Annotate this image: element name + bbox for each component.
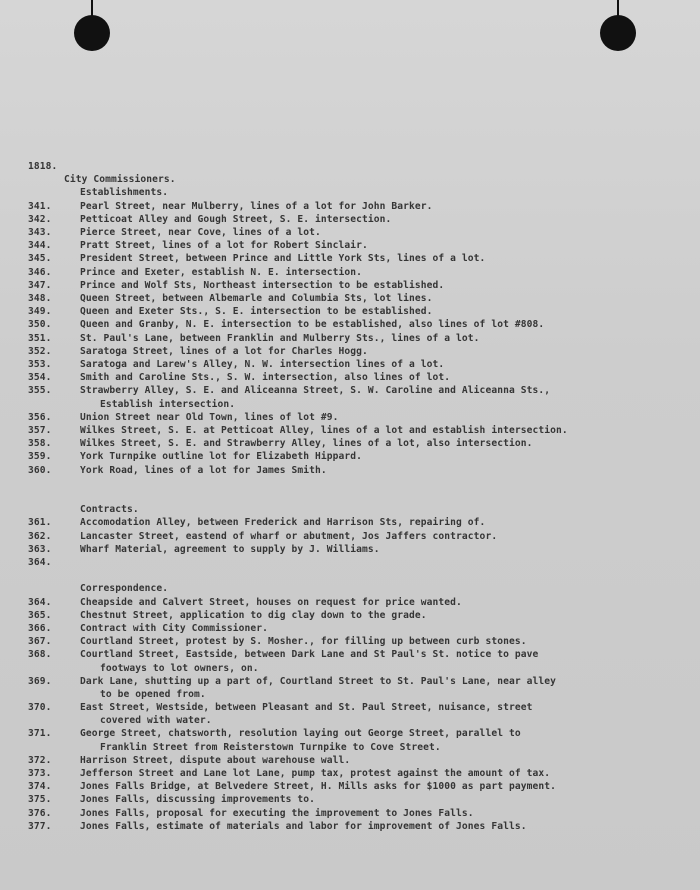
entry-number: 362.: [28, 530, 52, 542]
entry-text: [80, 318, 688, 331]
list-item: [28, 648, 688, 674]
entry-number: 364.: [28, 556, 52, 568]
entry-number: 375.: [28, 794, 52, 806]
entry-line: [80, 556, 688, 569]
entry-text: [80, 292, 688, 305]
entry-text: [80, 252, 688, 265]
entry-number: 352.: [28, 345, 52, 357]
entry-line: President Street, between Prince and Little York Sts, lines of a lot.: [80, 253, 486, 265]
list-item: [28, 807, 688, 820]
list-item: [28, 213, 688, 226]
entry-line: Strawberry Alley, S. E. and Aliceanna Street, S. W. Caroline and Aliceanna Sts.,: [80, 385, 551, 397]
entry-text: [80, 793, 688, 806]
list-item: [28, 543, 688, 556]
entry-text: [80, 609, 688, 622]
list-item: [28, 226, 688, 239]
entry-text: [80, 780, 688, 793]
entry-text: [80, 213, 688, 226]
blank-line: [28, 477, 688, 490]
list-item: [28, 767, 688, 780]
entry-line: York Road, lines of a lot for James Smith.: [80, 464, 327, 476]
entry-line: Smith and Caroline Sts., S. W. intersection, also lines of lot.: [80, 372, 451, 384]
entry-text: [80, 437, 688, 450]
entry-line: Cheapside and Calvert Street, houses on request for price wanted.: [80, 596, 462, 608]
entry-text: [80, 543, 688, 556]
entry-text: [80, 464, 688, 477]
entry-continuation-line: Franklin Street from Reisterstown Turnpike to Cove Street.: [100, 741, 441, 753]
entry-line: East Street, Westside, between Pleasant and St. Paul Street, nuisance, street: [80, 702, 533, 714]
list-item: [28, 596, 688, 609]
entry-number: 363.: [28, 543, 52, 555]
list-item: [28, 727, 688, 753]
list-item: [28, 305, 688, 318]
entry-line: Saratoga and Larew's Alley, N. W. intersection lines of a lot.: [80, 359, 445, 370]
entry-number: 343.: [28, 226, 52, 238]
entry-line: Harrison Street, dispute about warehouse wall.: [80, 754, 351, 766]
entry-number: 354.: [28, 372, 52, 384]
entry-line: Union Street near Old Town, lines of lot #9.: [80, 411, 339, 423]
entry-number: 345.: [28, 253, 52, 265]
entry-number: 361.: [28, 517, 52, 529]
list-item: [28, 411, 688, 424]
list-item: [28, 252, 688, 265]
entry-number: 374.: [28, 781, 52, 793]
entry-continuation-line: to be opened from.: [100, 688, 206, 700]
entry-line: Prince and Exeter, establish N. E. intersection.: [80, 266, 363, 278]
entry-number: 348.: [28, 292, 52, 304]
entry-number: 358.: [28, 438, 52, 450]
section-title: Correspondence.: [80, 583, 169, 595]
entry-text: [80, 450, 688, 463]
entry-number: 341.: [28, 200, 52, 212]
entry-text: [80, 767, 688, 780]
entry-line: Pearl Street, near Mulberry, lines of a lot for John Barker.: [80, 200, 433, 212]
list-item: [28, 371, 688, 384]
list-item: [28, 556, 688, 569]
entry-text: [80, 424, 688, 437]
entry-number: 371.: [28, 728, 52, 740]
entry-text: [80, 807, 688, 820]
entry-line: Prince and Wolf Sts, Northeast intersection to be established.: [80, 279, 445, 291]
entry-text: [80, 358, 688, 371]
list-item: [28, 516, 688, 529]
punch-hole-right: [600, 15, 636, 51]
entry-line: Jones Falls, proposal for executing the improvement to Jones Falls.: [80, 807, 474, 819]
entry-line: Jefferson Street and Lane lot Lane, pump tax, protest against the amount of tax.: [80, 768, 551, 780]
entry-text: [80, 596, 688, 609]
entry-line: Jones Falls Bridge, at Belvedere Street, H. Mills asks for $1000 as part payment.: [80, 781, 556, 793]
entry-number: 373.: [28, 768, 52, 780]
list-item: [28, 820, 688, 833]
entry-number: 351.: [28, 332, 52, 344]
list-item: [28, 424, 688, 437]
entry-number: 366.: [28, 622, 52, 634]
list-item: [28, 384, 688, 410]
list-item: [28, 635, 688, 648]
entry-continuation-line: footways to lot owners, on.: [100, 662, 259, 674]
entry-line: St. Paul's Lane, between Franklin and Mulberry Sts., lines of a lot.: [80, 332, 480, 344]
entry-number: 356.: [28, 411, 52, 423]
entry-line: Petticoat Alley and Gough Street, S. E. intersection.: [80, 213, 392, 225]
entry-line: York Turnpike outline lot for Elizabeth Hippard.: [80, 451, 363, 463]
entry-continuation-line: covered with water.: [100, 715, 212, 727]
entry-text: [80, 200, 688, 213]
list-item: [28, 701, 688, 727]
entry-continuation-line: Establish intersection.: [100, 398, 236, 410]
entry-number: 367.: [28, 636, 52, 648]
entry-line: Wilkes Street, S. E. at Petticoat Alley, lines of a lot and establish intersection.: [80, 424, 568, 436]
entry-text: [80, 239, 688, 252]
entry-number: 376.: [28, 807, 52, 819]
list-item: [28, 358, 688, 371]
list-item: [28, 754, 688, 767]
entry-number: 364.: [28, 596, 52, 608]
entry-line: Wharf Material, agreement to supply by J. Williams.: [80, 543, 380, 555]
entry-line: Queen and Granby, N. E. intersection to be established, also lines of lot #808.: [80, 319, 545, 331]
entry-text: [80, 701, 688, 727]
entry-text: [80, 516, 688, 529]
entry-number: 360.: [28, 464, 52, 476]
entry-line: Queen and Exeter Sts., S. E. intersection to be established.: [80, 306, 433, 318]
blank-line: [28, 569, 688, 582]
list-item: [28, 279, 688, 292]
sections-container: [28, 186, 688, 833]
entry-text: [80, 226, 688, 239]
blank-line: [28, 490, 688, 503]
entry-number: 365.: [28, 609, 52, 621]
entry-text: [80, 384, 688, 410]
year-heading: 1818.: [28, 161, 58, 172]
list-item: [28, 200, 688, 213]
list-item: [28, 450, 688, 463]
list-item: [28, 318, 688, 331]
entry-text: [80, 305, 688, 318]
entry-text: [80, 556, 688, 569]
entry-text: [80, 345, 688, 358]
list-item: [28, 530, 688, 543]
list-item: [28, 292, 688, 305]
entry-line: Pratt Street, lines of a lot for Robert Sinclair.: [80, 240, 368, 252]
entry-text: [80, 675, 688, 701]
list-item: [28, 609, 688, 622]
list-item: [28, 239, 688, 252]
entry-line: Accomodation Alley, between Frederick and Harrison Sts, repairing of.: [80, 517, 486, 529]
entry-text: [80, 820, 688, 833]
entry-number: 369.: [28, 675, 52, 687]
entry-number: 368.: [28, 649, 52, 661]
entry-line: Courtland Street, protest by S. Mosher., for filling up between curb stones.: [80, 636, 527, 648]
entry-text: [80, 530, 688, 543]
entry-number: 357.: [28, 424, 52, 436]
entry-number: 346.: [28, 266, 52, 278]
section-title: Contracts.: [80, 504, 139, 516]
entry-line: George Street, chatsworth, resolution laying out George Street, parallel to: [80, 728, 521, 740]
list-item: [28, 793, 688, 806]
list-item: [28, 332, 688, 345]
entry-line: Courtland Street, Eastside, between Dark Lane and St Paul's St. notice to pave: [80, 649, 539, 661]
entry-text: [80, 648, 688, 674]
entry-number: 377.: [28, 820, 52, 832]
list-item: [28, 464, 688, 477]
list-item: [28, 345, 688, 358]
entry-line: Queen Street, between Albemarle and Columbia Sts, lot lines.: [80, 292, 433, 304]
document-text: [28, 160, 688, 833]
entry-line: Lancaster Street, eastend of wharf or abutment, Jos Jaffers contractor.: [80, 530, 498, 542]
entry-text: [80, 727, 688, 753]
list-item: [28, 675, 688, 701]
entry-number: 372.: [28, 754, 52, 766]
entry-number: 370.: [28, 702, 52, 714]
entry-text: [80, 411, 688, 424]
entry-text: [80, 635, 688, 648]
entry-number: 344.: [28, 240, 52, 252]
list-item: [28, 780, 688, 793]
list-item: [28, 622, 688, 635]
list-item: [28, 266, 688, 279]
entry-text: [80, 622, 688, 635]
entry-number: 342.: [28, 213, 52, 225]
entry-text: [80, 279, 688, 292]
entry-line: Dark Lane, shutting up a part of, Courtland Street to St. Paul's Lane, near alley: [80, 675, 556, 687]
section-title: Establishments.: [80, 187, 169, 199]
entry-number: 347.: [28, 279, 52, 291]
entry-number: 359.: [28, 451, 52, 463]
entry-number: 350.: [28, 319, 52, 331]
entry-text: [80, 754, 688, 767]
entry-line: Wilkes Street, S. E. and Strawberry Alley, lines of a lot, also intersection.: [80, 438, 533, 450]
entry-line: Jones Falls, estimate of materials and labor for improvement of Jones Falls.: [80, 820, 527, 832]
commission-heading: City Commissioners.: [64, 174, 176, 186]
entry-line: Chestnut Street, application to dig clay down to the grade.: [80, 609, 427, 621]
entry-line: Saratoga Street, lines of a lot for Charles Hogg.: [80, 345, 368, 357]
entry-text: [80, 371, 688, 384]
entry-line: Jones Falls, discussing improvements to.: [80, 794, 316, 806]
punch-hole-left: [74, 15, 110, 51]
entry-line: Pierce Street, near Cove, lines of a lot.: [80, 226, 321, 238]
entry-line: Contract with City Commissioner.: [80, 622, 269, 634]
entry-number: 353.: [28, 359, 52, 370]
entry-number: 349.: [28, 306, 52, 318]
entry-text: [80, 332, 688, 345]
entry-text: [80, 266, 688, 279]
entry-number: 355.: [28, 385, 52, 397]
list-item: [28, 437, 688, 450]
